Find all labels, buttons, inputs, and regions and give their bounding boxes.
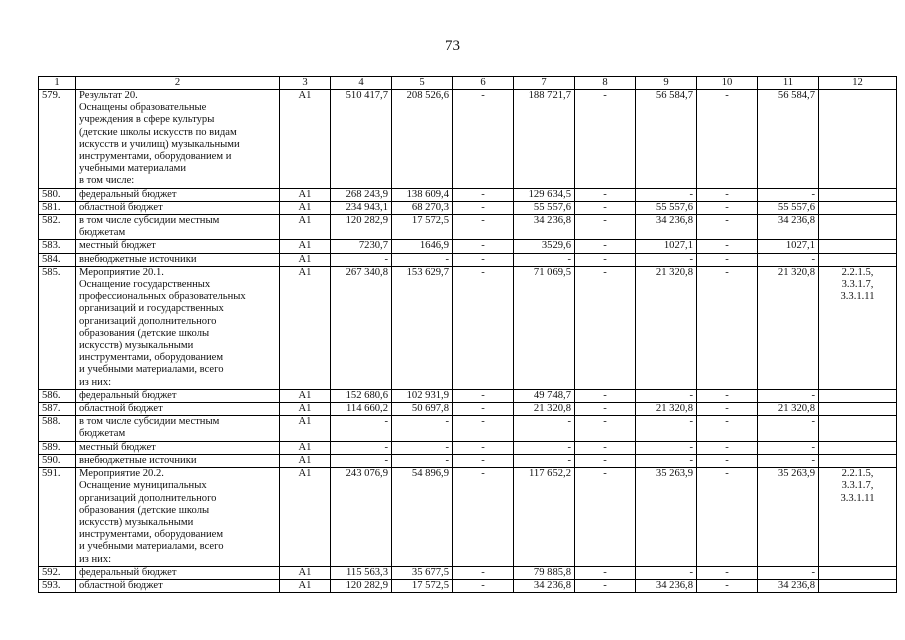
value-cell-7: -	[514, 441, 575, 454]
value-cell-4: 120 282,9	[331, 215, 392, 240]
row-number-cell: 582.	[39, 215, 76, 240]
description-line: бюджетам	[79, 227, 126, 239]
table-row	[39, 201, 897, 214]
value-cell-10: -	[697, 389, 758, 402]
value-cell-8: -	[575, 416, 636, 441]
description-line: местный бюджет	[79, 240, 156, 252]
description-line: и учебными материалами, всего	[79, 364, 224, 376]
row-number-cell: 585.	[39, 266, 76, 389]
reference-codes-cell	[819, 454, 897, 467]
table-row	[39, 253, 897, 266]
value-cell-7: 129 634,5	[514, 188, 575, 201]
code-cell: А1	[280, 454, 331, 467]
description-line: бюджетам	[79, 428, 126, 440]
value-cell-5: -	[392, 454, 453, 467]
value-cell-10: -	[697, 441, 758, 454]
row-number-cell: 588.	[39, 416, 76, 441]
value-cell-4: 268 243,9	[331, 188, 392, 201]
description-line: Оснащены образовательные	[79, 102, 207, 114]
value-cell-10: -	[697, 90, 758, 189]
value-cell-7: -	[514, 416, 575, 441]
value-cell-6: -	[453, 253, 514, 266]
value-cell-11: -	[758, 566, 819, 579]
value-cell-11: -	[758, 253, 819, 266]
column-header: 8	[575, 77, 636, 90]
value-cell-6: -	[453, 90, 514, 189]
row-number-cell: 586.	[39, 389, 76, 402]
value-cell-7: 55 557,6	[514, 201, 575, 214]
description-line: местный бюджет	[79, 441, 156, 453]
reference-code: 3.3.1.7,	[841, 480, 874, 492]
reference-codes-cell	[819, 566, 897, 579]
code-cell: А1	[280, 240, 331, 253]
value-cell-8: -	[575, 215, 636, 240]
reference-codes-cell	[819, 253, 897, 266]
value-cell-10: -	[697, 240, 758, 253]
description-line: организаций дополнительного	[79, 492, 217, 504]
code-cell: А1	[280, 468, 331, 567]
value-cell-8: -	[575, 90, 636, 189]
value-cell-8: -	[575, 240, 636, 253]
reference-codes-cell	[819, 266, 897, 389]
description-cell	[76, 454, 280, 467]
value-cell-6: -	[453, 441, 514, 454]
description-cell	[76, 389, 280, 402]
table-row	[39, 441, 897, 454]
value-cell-6: -	[453, 416, 514, 441]
value-cell-4: 267 340,8	[331, 266, 392, 389]
value-cell-7: -	[514, 253, 575, 266]
value-cell-4: 120 282,9	[331, 579, 392, 592]
row-number-cell: 593.	[39, 579, 76, 592]
value-cell-9: -	[636, 188, 697, 201]
description-line: Оснащение муниципальных	[79, 480, 207, 492]
description-line: образования (детские школы	[79, 504, 210, 516]
column-header: 10	[697, 77, 758, 90]
row-number-cell: 584.	[39, 253, 76, 266]
description-line: учебными материалами	[79, 163, 187, 175]
value-cell-6: -	[453, 240, 514, 253]
description-cell	[76, 201, 280, 214]
reference-codes-cell	[819, 389, 897, 402]
value-cell-4: 152 680,6	[331, 389, 392, 402]
description-line: в том числе:	[79, 175, 135, 187]
value-cell-11: 1027,1	[758, 240, 819, 253]
value-cell-9: -	[636, 389, 697, 402]
value-cell-7: -	[514, 454, 575, 467]
value-cell-9: 56 584,7	[636, 90, 697, 189]
row-number-cell: 579.	[39, 90, 76, 189]
code-cell: А1	[280, 579, 331, 592]
column-header: 5	[392, 77, 453, 90]
description-line: областной бюджет	[79, 579, 163, 591]
table-row	[39, 215, 897, 240]
value-cell-8: -	[575, 454, 636, 467]
value-cell-5: 138 609,4	[392, 188, 453, 201]
code-cell: А1	[280, 188, 331, 201]
code-cell: А1	[280, 416, 331, 441]
table-row	[39, 468, 897, 567]
value-cell-11: -	[758, 188, 819, 201]
column-header: 11	[758, 77, 819, 90]
value-cell-11: 55 557,6	[758, 201, 819, 214]
description-line: из них:	[79, 553, 112, 565]
description-line: Мероприятие 20.2.	[79, 468, 164, 480]
description-cell	[76, 579, 280, 592]
description-line: внебюджетные источники	[79, 253, 197, 265]
value-cell-7: 34 236,8	[514, 579, 575, 592]
reference-codes-cell	[819, 441, 897, 454]
value-cell-7: 79 885,8	[514, 566, 575, 579]
reference-codes-cell	[819, 579, 897, 592]
description-line: внебюджетные источники	[79, 454, 197, 466]
description-line: профессиональных образовательных	[79, 291, 246, 303]
value-cell-4: -	[331, 253, 392, 266]
value-cell-10: -	[697, 468, 758, 567]
code-cell: А1	[280, 389, 331, 402]
description-line: Мероприятие 20.1.	[79, 266, 164, 278]
value-cell-6: -	[453, 454, 514, 467]
budget-table	[38, 76, 897, 593]
value-cell-5: -	[392, 253, 453, 266]
description-line: областной бюджет	[79, 403, 163, 415]
table-row	[39, 266, 897, 389]
value-cell-5: 102 931,9	[392, 389, 453, 402]
description-cell	[76, 266, 280, 389]
value-cell-5: 54 896,9	[392, 468, 453, 567]
table-row	[39, 389, 897, 402]
value-cell-4: 114 660,2	[331, 403, 392, 416]
description-line: инструментами, оборудованием и	[79, 151, 232, 163]
description-cell	[76, 441, 280, 454]
value-cell-5: 153 629,7	[392, 266, 453, 389]
description-cell	[76, 468, 280, 567]
description-line: федеральный бюджет	[79, 188, 177, 200]
description-line: искусств) музыкальными	[79, 340, 194, 352]
value-cell-5: 208 526,6	[392, 90, 453, 189]
code-cell: А1	[280, 266, 331, 389]
description-line: инструментами, оборудованием	[79, 352, 224, 364]
description-line: инструментами, оборудованием	[79, 529, 224, 541]
reference-codes-cell	[819, 215, 897, 240]
row-number-cell: 592.	[39, 566, 76, 579]
description-line: (детские школы искусств по видам	[79, 126, 237, 138]
value-cell-11: -	[758, 441, 819, 454]
value-cell-8: -	[575, 188, 636, 201]
table-row	[39, 566, 897, 579]
reference-codes-cell	[819, 416, 897, 441]
description-line: в том числе субсидии местным	[79, 215, 220, 227]
reference-codes-cell	[819, 403, 897, 416]
description-line: областной бюджет	[79, 201, 163, 213]
description-cell	[76, 403, 280, 416]
value-cell-10: -	[697, 201, 758, 214]
description-line: Оснащение государственных	[79, 279, 211, 291]
value-cell-5: -	[392, 416, 453, 441]
value-cell-9: -	[636, 454, 697, 467]
column-header: 2	[76, 77, 280, 90]
row-number-cell: 583.	[39, 240, 76, 253]
value-cell-4: 7230,7	[331, 240, 392, 253]
value-cell-9: -	[636, 253, 697, 266]
value-cell-8: -	[575, 441, 636, 454]
value-cell-9: 21 320,8	[636, 266, 697, 389]
column-header: 7	[514, 77, 575, 90]
value-cell-4: -	[331, 441, 392, 454]
value-cell-8: -	[575, 468, 636, 567]
value-cell-11: -	[758, 454, 819, 467]
value-cell-7: 49 748,7	[514, 389, 575, 402]
value-cell-6: -	[453, 403, 514, 416]
value-cell-5: 68 270,3	[392, 201, 453, 214]
value-cell-6: -	[453, 266, 514, 389]
value-cell-9: -	[636, 416, 697, 441]
value-cell-7: 3529,6	[514, 240, 575, 253]
table-header-row	[39, 77, 897, 90]
value-cell-6: -	[453, 468, 514, 567]
table-row	[39, 454, 897, 467]
value-cell-8: -	[575, 389, 636, 402]
page-number: 73	[445, 38, 460, 54]
description-cell	[76, 566, 280, 579]
table-row	[39, 403, 897, 416]
value-cell-7: 117 652,2	[514, 468, 575, 567]
description-cell	[76, 240, 280, 253]
reference-codes-cell	[819, 90, 897, 189]
column-header: 4	[331, 77, 392, 90]
value-cell-6: -	[453, 566, 514, 579]
value-cell-6: -	[453, 201, 514, 214]
table-row	[39, 188, 897, 201]
value-cell-4: -	[331, 416, 392, 441]
value-cell-4: -	[331, 454, 392, 467]
value-cell-10: -	[697, 566, 758, 579]
code-cell: А1	[280, 566, 331, 579]
reference-codes-cell	[819, 468, 897, 567]
value-cell-11: -	[758, 389, 819, 402]
description-line: Результат 20.	[79, 90, 138, 101]
value-cell-9: 34 236,8	[636, 579, 697, 592]
value-cell-7: 71 069,5	[514, 266, 575, 389]
value-cell-10: -	[697, 215, 758, 240]
description-cell	[76, 188, 280, 201]
value-cell-6: -	[453, 579, 514, 592]
column-header: 12	[819, 77, 897, 90]
value-cell-4: 234 943,1	[331, 201, 392, 214]
value-cell-11: 21 320,8	[758, 266, 819, 389]
reference-codes-cell	[819, 240, 897, 253]
value-cell-5: -	[392, 441, 453, 454]
value-cell-11: 56 584,7	[758, 90, 819, 189]
value-cell-10: -	[697, 454, 758, 467]
value-cell-9: 34 236,8	[636, 215, 697, 240]
description-line: организаций дополнительного	[79, 315, 217, 327]
value-cell-10: -	[697, 403, 758, 416]
value-cell-11: 34 236,8	[758, 579, 819, 592]
description-line: из них:	[79, 376, 112, 388]
value-cell-5: 50 697,8	[392, 403, 453, 416]
value-cell-10: -	[697, 188, 758, 201]
value-cell-10: -	[697, 416, 758, 441]
description-cell	[76, 416, 280, 441]
value-cell-8: -	[575, 579, 636, 592]
reference-codes-cell	[819, 188, 897, 201]
code-cell: А1	[280, 90, 331, 189]
code-cell: А1	[280, 201, 331, 214]
code-cell: А1	[280, 215, 331, 240]
description-line: искусств и училищ) музыкальными	[79, 138, 240, 150]
value-cell-9: -	[636, 441, 697, 454]
description-line: организаций и государственных	[79, 303, 224, 315]
value-cell-8: -	[575, 403, 636, 416]
value-cell-10: -	[697, 253, 758, 266]
value-cell-7: 188 721,7	[514, 90, 575, 189]
code-cell: А1	[280, 403, 331, 416]
value-cell-8: -	[575, 266, 636, 389]
value-cell-5: 1646,9	[392, 240, 453, 253]
row-number-cell: 590.	[39, 454, 76, 467]
value-cell-4: 115 563,3	[331, 566, 392, 579]
value-cell-9: 35 263,9	[636, 468, 697, 567]
row-number-cell: 589.	[39, 441, 76, 454]
value-cell-5: 35 677,5	[392, 566, 453, 579]
row-number-cell: 587.	[39, 403, 76, 416]
value-cell-5: 17 572,5	[392, 215, 453, 240]
column-header: 6	[453, 77, 514, 90]
value-cell-7: 21 320,8	[514, 403, 575, 416]
value-cell-9: -	[636, 566, 697, 579]
value-cell-8: -	[575, 201, 636, 214]
table-row	[39, 416, 897, 441]
row-number-cell: 591.	[39, 468, 76, 567]
table-row	[39, 240, 897, 253]
description-line: федеральный бюджет	[79, 389, 177, 401]
row-number-cell: 580.	[39, 188, 76, 201]
description-line: и учебными материалами, всего	[79, 541, 224, 553]
column-header: 1	[39, 77, 76, 90]
value-cell-6: -	[453, 215, 514, 240]
value-cell-4: 243 076,9	[331, 468, 392, 567]
row-number-cell: 581.	[39, 201, 76, 214]
value-cell-10: -	[697, 579, 758, 592]
value-cell-11: 35 263,9	[758, 468, 819, 567]
value-cell-11: 34 236,8	[758, 215, 819, 240]
code-cell: А1	[280, 441, 331, 454]
value-cell-10: -	[697, 266, 758, 389]
reference-code: 3.3.1.11	[840, 291, 875, 303]
code-cell: А1	[280, 253, 331, 266]
value-cell-9: 55 557,6	[636, 201, 697, 214]
description-cell	[76, 90, 280, 189]
description-line: искусств) музыкальными	[79, 516, 194, 528]
description-line: образования (детские школы	[79, 327, 210, 339]
column-header: 9	[636, 77, 697, 90]
reference-code: 3.3.1.11	[840, 492, 875, 504]
reference-codes-cell	[819, 201, 897, 214]
reference-code: 2.2.1.5,	[841, 266, 874, 278]
reference-code: 2.2.1.5,	[841, 468, 874, 480]
table-row	[39, 579, 897, 592]
value-cell-7: 34 236,8	[514, 215, 575, 240]
reference-code: 3.3.1.7,	[841, 279, 874, 291]
value-cell-5: 17 572,5	[392, 579, 453, 592]
value-cell-6: -	[453, 389, 514, 402]
value-cell-6: -	[453, 188, 514, 201]
description-cell	[76, 253, 280, 266]
value-cell-9: 21 320,8	[636, 403, 697, 416]
value-cell-4: 510 417,7	[331, 90, 392, 189]
description-line: учреждения в сфере культуры	[79, 114, 215, 126]
value-cell-9: 1027,1	[636, 240, 697, 253]
value-cell-11: 21 320,8	[758, 403, 819, 416]
value-cell-11: -	[758, 416, 819, 441]
description-cell	[76, 215, 280, 240]
column-header: 3	[280, 77, 331, 90]
value-cell-8: -	[575, 253, 636, 266]
description-line: в том числе субсидии местным	[79, 416, 220, 428]
value-cell-8: -	[575, 566, 636, 579]
table-row	[39, 90, 897, 189]
description-line: федеральный бюджет	[79, 566, 177, 578]
